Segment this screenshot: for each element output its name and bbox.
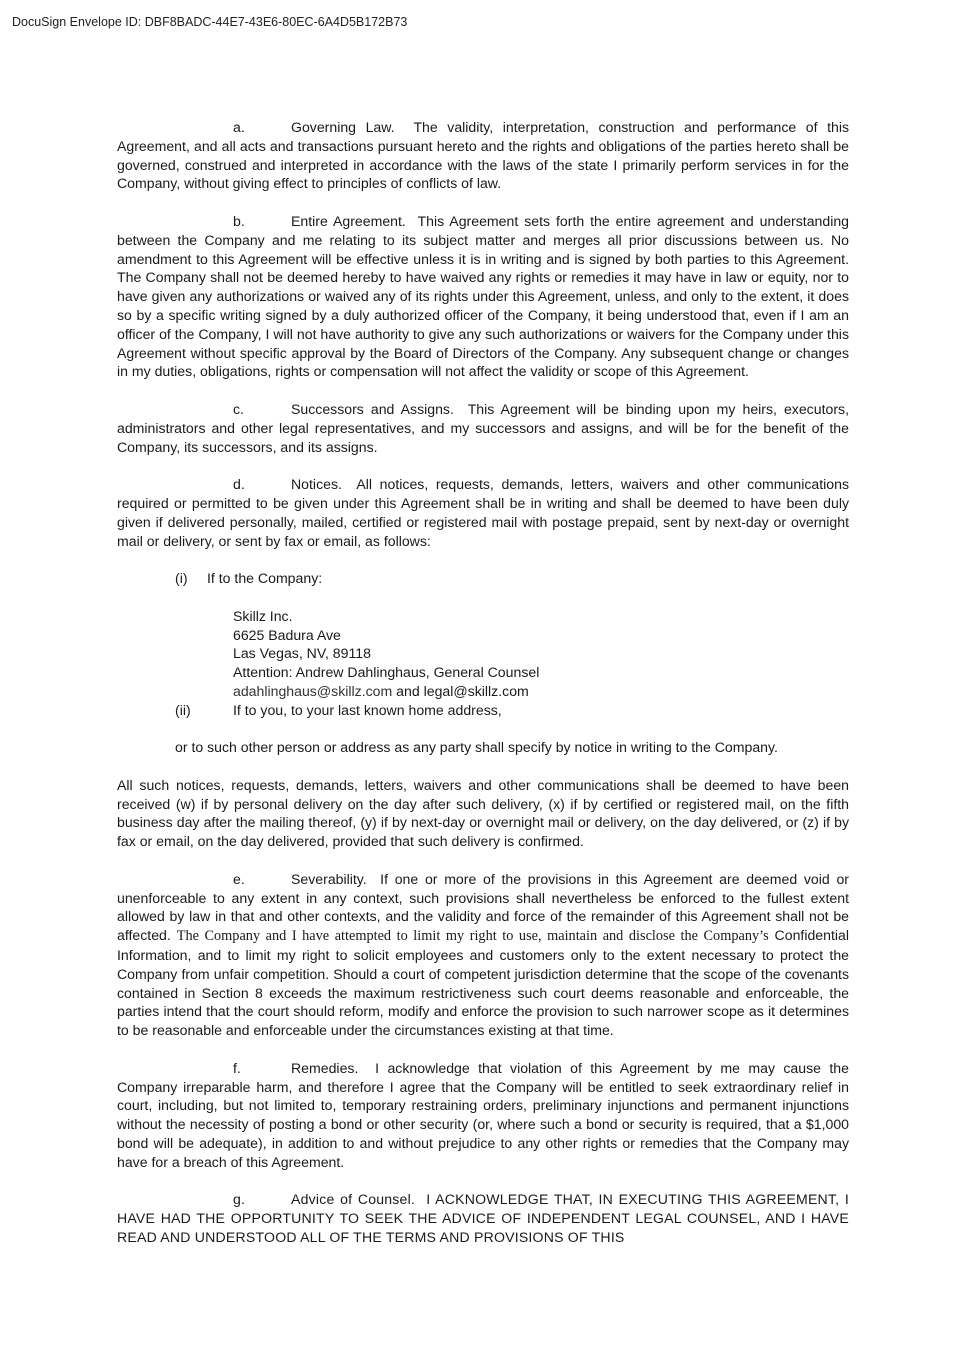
section-heading: Advice of Counsel. (291, 1191, 416, 1208)
section-letter: f. (233, 1059, 241, 1076)
section-heading: Successors and Assigns. (291, 400, 454, 417)
section-text: I ACKNOWLEDGE THAT, IN EXECUTING THIS AGREEMENT, I HAVE HAD THE OPPORTUNITY TO SEEK THE ADVICE OF INDEPENDENT LEGAL COUNSEL, AND I HAVE READ AND UNDERSTOOD ALL OF THE TERMS AND PROVISIONS OF THIS (117, 1191, 849, 1246)
section-heading: Notices. (291, 476, 342, 493)
section-letter: g. (233, 1191, 246, 1208)
section-text: I acknowledge that violation of this Agreement by me may cause the Company irreparable harm, and therefore I agree that the Company will be entitled to seek extraordinary relief in court, including, but not limited to, temporary restraining orders, preliminary injunctions and permanent injunctions without the necessity of posting a bond or other security (or, where such a bond or security is required, that a $1,000 bond will be adequate), in addition to and without prejudice to any other rights or remedies that the Company may have for a breach of this Agreement. (117, 1059, 849, 1170)
section-text: If one or more of the provisions in this Agreement are deemed void or unenforceable to any extent in any context, such provisions shall nevertheless be enforced to the fullest extent allowed by law in that and other contexts, and the validity and force of the remainder of this Agreement shall not be affected. (117, 870, 849, 944)
section-heading: Governing Law. (291, 119, 395, 135)
section-letter: a. (233, 119, 245, 135)
email-line (233, 682, 849, 701)
section-text: This Agreement sets forth the entire agreement and understanding between the Company and me relating to its subject matter and merges all prior discussions between us. No amendment to this Agreement will be effective unless it is in writing and is signed by both parties to this Agreement. The Company shall not be deemed hereby to have waived any rights or remedies it may have in law or equity, nor to have given any authorizations or waived any of its rights under this Agreement, unless, and only to the extent, it does so by a specific writing signed by a duly authorized officer of the Company, it being understood that, even if I am an officer of the Company, I will not have authority to give any such authorizations or waivers for the Company under this Agreement without specific approval by the Board of Directors of the Company. Any subsequent change or changes in my duties, obligations, rights or compensation will not affect the validity or scope of this Agreement. (117, 212, 850, 380)
notice-or-line: or to such other person or address as any party shall specify by notice in writing to the Company. (175, 739, 778, 756)
email-counsel-link[interactable]: adahlinghaus@skillz.com (233, 682, 393, 699)
section-governing-law (117, 118, 849, 193)
section-remedies (117, 1059, 849, 1172)
street-address: 6625 Badura Ave (233, 626, 341, 643)
docusign-envelope-id: DocuSign Envelope ID: DBF8BADC-44E7-43E6-80EC-6A4D5B172B73 (12, 15, 408, 29)
section-heading: Entire Agreement. (291, 212, 406, 229)
section-notices (117, 475, 849, 550)
section-letter: e. (233, 870, 245, 887)
city-state-zip: Las Vegas, NV, 89118 (233, 645, 371, 662)
section-severability (117, 870, 849, 1040)
section-letter: d. (233, 476, 245, 493)
section-heading: Severability. (291, 870, 367, 887)
notice-item-you (175, 701, 849, 720)
item-number: (ii) (175, 701, 191, 718)
section-text: The validity, interpretation, construction and performance of this Agreement, and all acts and transactions pursuant hereto and the rights and obligations of the parties hereto shall be governed, construed and interpreted in accordance with the laws of the state I primarily perform services in for the Company, without giving effect to principles of conflicts of law. (117, 119, 850, 192)
notices-closing: All such notices, requests, demands, letters, waivers and other communications shall be deemed to have been received (w) if by personal delivery on the day after such delivery, (x) if by certified or registered mail, on the fifth business day after the mailing thereof, (y) if by next-day or overnight mail or delivery, on the day delivered, or (z) if by fax or email, on the day delivered, provided that such delivery is confirmed. (117, 776, 849, 850)
notice-item-company (175, 569, 849, 588)
section-letter: b. (233, 212, 245, 229)
section-text: This Agreement will be binding upon my heirs, executors, administrators and other legal representatives, and my successors and assigns, and will be for the benefit of the Company, its successors, and its assigns. (117, 400, 849, 455)
section-entire-agreement (117, 212, 849, 381)
section-successors-assigns (117, 400, 849, 456)
section-advice-of-counsel (117, 1190, 849, 1246)
attention-line: Attention: Andrew Dahlinghaus, General Counsel (233, 664, 540, 681)
email-legal-link[interactable]: legal@skillz.com (423, 682, 529, 699)
section-text-serif: The Company and I have attempted to limit my right to use, maintain and disclose the Company’s (176, 928, 769, 945)
item-label: If to the Company: (207, 570, 323, 587)
section-text: All notices, requests, demands, letters, waivers and other communications required or permitted to be given under this Agreement shall be in writing and shall be deemed to have been duly given if delivered personally, mailed, certified or registered mail with postage prepaid, sent by next-day or overnight mail or delivery, or sent by fax or email, as follows: (117, 476, 849, 549)
item-number: (i) (175, 570, 188, 587)
document-page (117, 118, 849, 1266)
section-heading: Remedies. (291, 1059, 359, 1076)
company-address (233, 607, 849, 701)
email-joiner: and (392, 682, 424, 699)
section-text: Confidential Information, and to limit my right to solicit employees and customers only to the extent necessary to protect the Company from unfair competition. Should a court of competent jurisdiction determine that the scope of the covenants contained in Section 8 exceeds the maximum restrictiveness such court deems reasonable and enforceable, the parties intend that the court should reform, modify and enforce the provision to such narrower scope as it determines to be reasonable and enforceable under the circumstances existing at that time. (117, 927, 849, 1039)
section-letter: c. (233, 400, 244, 417)
company-name: Skillz Inc. (233, 607, 293, 624)
item-label: If to you, to your last known home address, (233, 701, 502, 718)
